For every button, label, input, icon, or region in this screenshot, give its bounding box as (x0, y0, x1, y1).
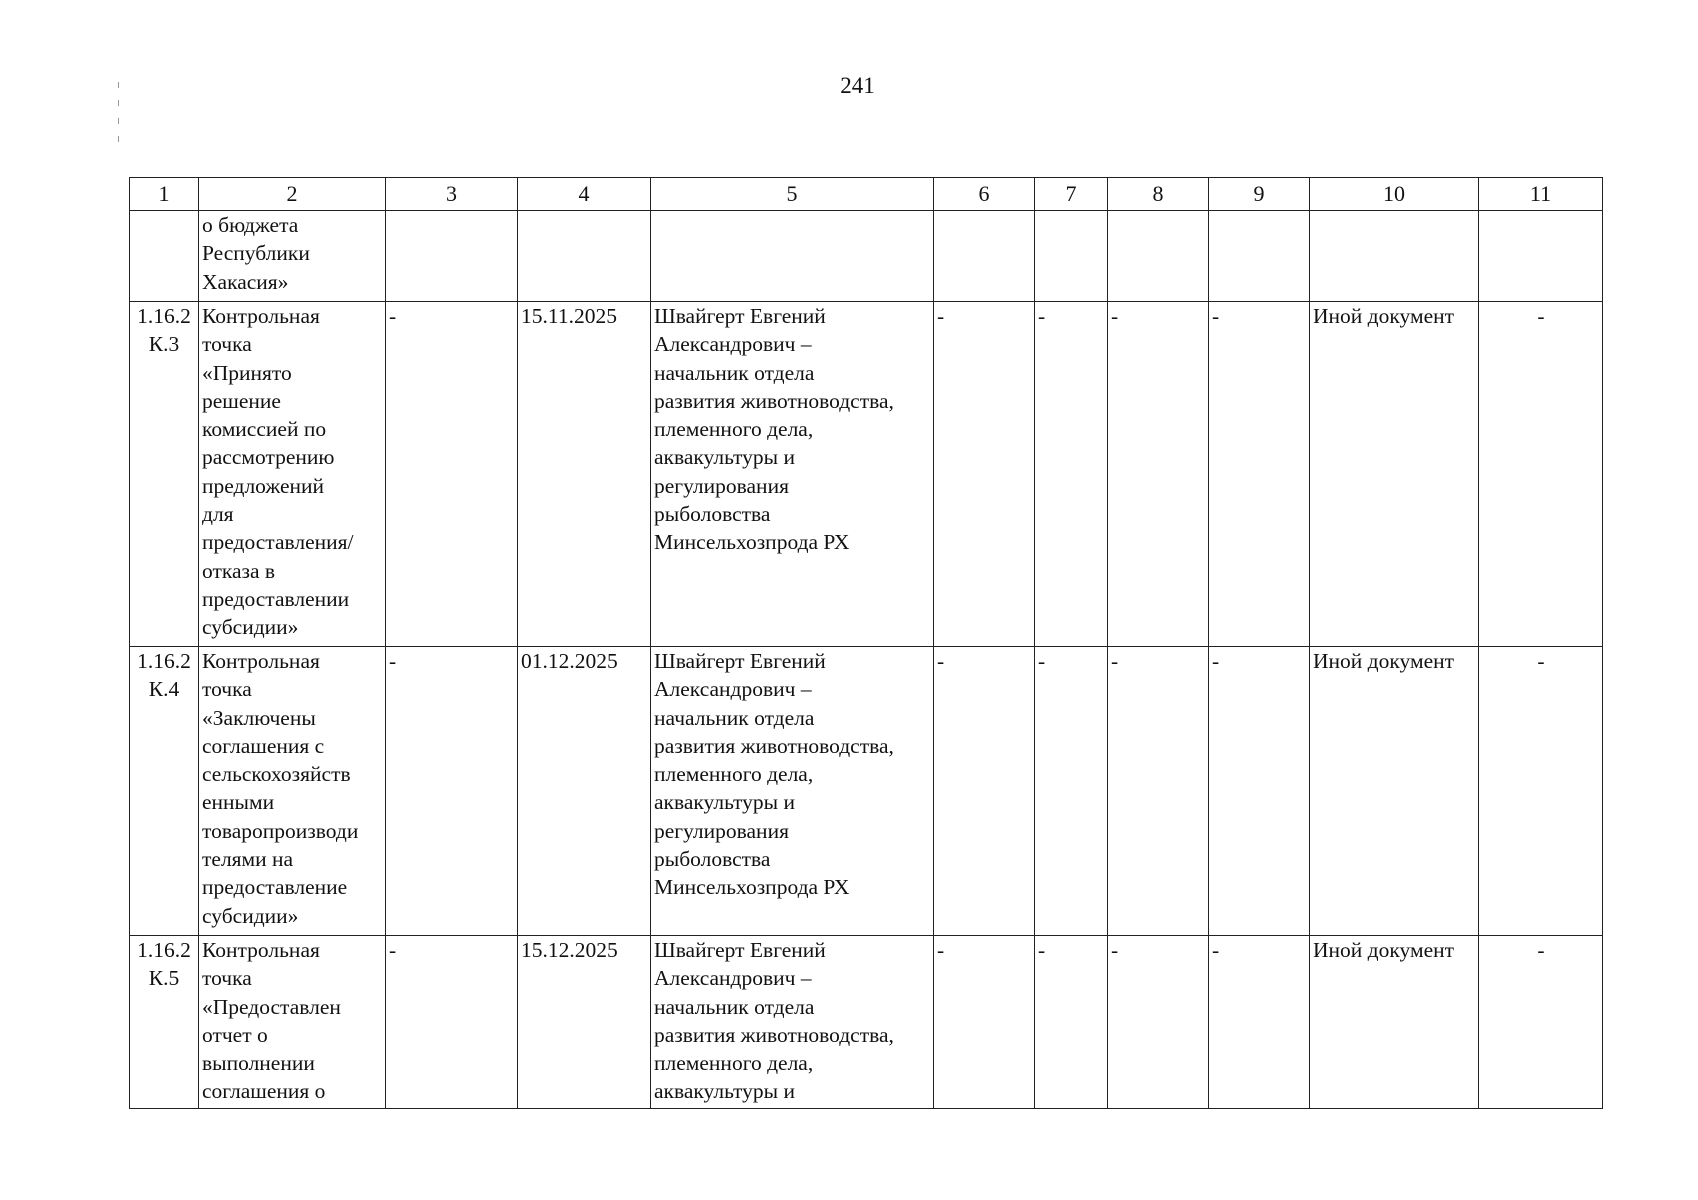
table-cell (1108, 211, 1209, 302)
table-row (130, 936, 1603, 1109)
scan-artifact (118, 82, 120, 162)
table-cell: - (1108, 647, 1209, 936)
document-type-cell: Иной документ (1310, 647, 1479, 936)
document-table (129, 177, 1603, 1109)
column-header: 5 (651, 178, 934, 211)
table-cell (1035, 211, 1108, 302)
column-header: 2 (199, 178, 386, 211)
table-row (130, 302, 1603, 647)
table-cell: - (1035, 936, 1108, 1109)
column-header: 1 (130, 178, 199, 211)
table-cell: - (934, 647, 1035, 936)
table-cell: - (386, 647, 518, 936)
row-number-cell: 1.16.2 К.4 (130, 647, 199, 936)
column-header: 3 (386, 178, 518, 211)
row-number-cell (130, 211, 199, 302)
table-row-continuation (130, 211, 1603, 302)
page-number: 241 (840, 73, 875, 98)
table-cell (1479, 211, 1603, 302)
date-cell: 15.11.2025 (518, 302, 651, 647)
responsible-cell: Швайгерт Евгений Александрович – начальник отдела развития животноводства, племенного дела, аквакультуры и регулирования рыболовства Минсельхозпрода РХ (651, 647, 934, 936)
column-header: 8 (1108, 178, 1209, 211)
document-type-cell (1310, 211, 1479, 302)
table-cell: - (1209, 936, 1310, 1109)
table-cell: - (1035, 302, 1108, 647)
table-cell: - (934, 936, 1035, 1109)
document-type-cell: Иной документ (1310, 936, 1479, 1109)
table-cell: - (1209, 302, 1310, 647)
table-row (130, 647, 1603, 936)
table-cell: - (1035, 647, 1108, 936)
table-cell: - (934, 302, 1035, 647)
description-cell: Контрольная точка «Принято решение комиссией по рассмотрению предложений для предоставления/ отказа в предоставлении субсидии» (199, 302, 386, 647)
column-header: 4 (518, 178, 651, 211)
date-cell: 01.12.2025 (518, 647, 651, 936)
description-cell: Контрольная точка «Предоставлен отчет о выполнении соглашения о (199, 936, 386, 1109)
table-cell: - (386, 302, 518, 647)
row-number-cell: 1.16.2 К.5 (130, 936, 199, 1109)
table-cell: - (1209, 647, 1310, 936)
table-cell: - (1108, 936, 1209, 1109)
description-cell: Контрольная точка «Заключены соглашения с сельскохозяйств енными товаропроизводи телями на предоставление субсидии» (199, 647, 386, 936)
row-number-cell: 1.16.2 К.3 (130, 302, 199, 647)
table-cell: - (1479, 936, 1603, 1109)
table-cell (386, 211, 518, 302)
responsible-cell (651, 211, 934, 302)
table-cell (1209, 211, 1310, 302)
date-cell: 15.12.2025 (518, 936, 651, 1109)
description-cell: о бюджета Республики Хакасия» (199, 211, 386, 302)
table-cell: - (1108, 302, 1209, 647)
date-cell (518, 211, 651, 302)
document-type-cell: Иной документ (1310, 302, 1479, 647)
table-cell (934, 211, 1035, 302)
column-header: 7 (1035, 178, 1108, 211)
table-header-row (130, 178, 1603, 211)
column-header: 9 (1209, 178, 1310, 211)
column-header: 6 (934, 178, 1035, 211)
column-header: 11 (1479, 178, 1603, 211)
responsible-cell: Швайгерт Евгений Александрович – начальник отдела развития животноводства, племенного дела, аквакультуры и (651, 936, 934, 1109)
responsible-cell: Швайгерт Евгений Александрович – начальник отдела развития животноводства, племенного дела, аквакультуры и регулирования рыболовства Минсельхозпрода РХ (651, 302, 934, 647)
table-cell: - (386, 936, 518, 1109)
table-cell: - (1479, 302, 1603, 647)
column-header: 10 (1310, 178, 1479, 211)
table-cell: - (1479, 647, 1603, 936)
